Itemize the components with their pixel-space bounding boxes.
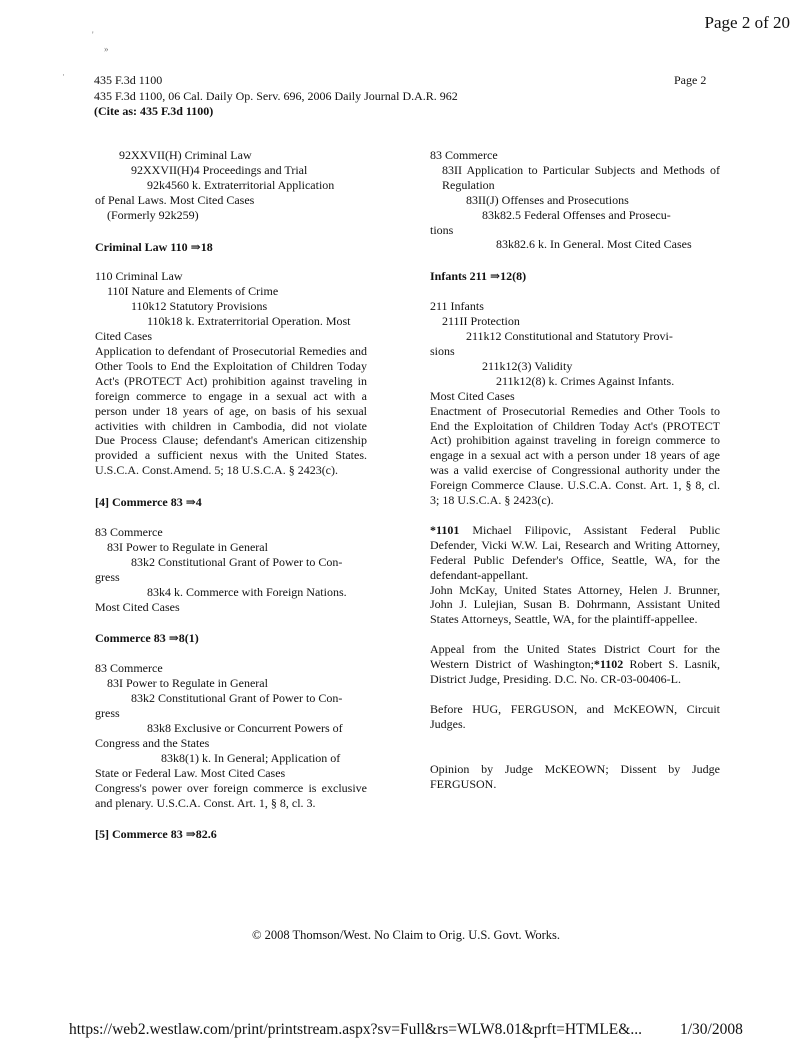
headnote-text: Enactment of Prosecutorial Remedies and Other Tools to End the Exploitation of Children Today Act's (PROTECT Act) prohibition against traveling in foreign commerce to engage in a sexual act with a person under 18 years of age was a valid exercise of Congressional authority under the Foreign Commerce Clause. U.S.C.A. Const. Art. 1, § 8, cl. 3; 18 U.S.C.A. § 2423(c). [430,403,720,508]
opinion-attribution: Opinion by Judge McKEOWN; Dissent by Judge FERGUSON. [430,761,720,791]
cite-as: (Cite as: 435 F.3d 1100) [94,104,214,118]
scan-speck: » [104,44,109,54]
keynote-line: (Formerly 92k259) [107,207,199,222]
scan-speck: · [62,70,65,80]
keynote-line: of Penal Laws. Most Cited Cases [95,192,255,207]
keynote-line: Cited Cases [95,329,152,344]
keynote-line: 83I Power to Regulate in General [107,539,268,554]
keynote-line: 211k12(8) k. Crimes Against Infants. [496,373,675,388]
appeal-info: Appeal from the United States District Court for the Western District of Washington;*1102 Robert S. Lasnik, District Judge, Presiding. D.C. No. CR-03-00406-L. [430,642,720,687]
keynote-line: 211II Protection [442,314,520,329]
keynote-line: 83 Commerce [95,525,163,540]
star-page-marker: *1102 [593,657,624,672]
keynote-line: Congress and the States [95,735,210,750]
keynote-line: 83II(J) Offenses and Prosecutions [466,192,629,207]
keynote-line: 92k4560 k. Extraterritorial Application [147,177,335,192]
headnote-heading[interactable]: Criminal Law 110 ⇒18 [95,239,213,254]
parallel-citations: 435 F.3d 1100, 06 Cal. Daily Op. Serv. 696, 2006 Daily Journal D.A.R. 962 [94,88,458,103]
headnote-heading[interactable]: Commerce 83 ⇒8(1) [95,631,199,646]
keynote-line: 211 Infants [430,299,484,314]
keynote-line: tions [430,222,454,237]
star-page-marker: *1101 [430,522,460,537]
keynote-line: 83k2 Constitutional Grant of Power to Con- [131,554,343,569]
keynote-line: 110k12 Statutory Provisions [131,299,268,314]
keynote-line: 110k18 k. Extraterritorial Operation. Most [147,314,351,329]
headnote-heading[interactable]: [4] Commerce 83 ⇒4 [95,495,202,510]
panel-judges: Before HUG, FERGUSON, and McKEOWN, Circuit Judges. [430,702,720,731]
keynote-line: 92XXVII(H) Criminal Law [119,148,252,162]
scan-speck: ' [92,30,94,40]
copyright-notice: © 2008 Thomson/West. No Claim to Orig. U.S. Govt. Works. [251,928,561,942]
keynote-line: 92XXVII(H)4 Proceedings and Trial [131,162,308,177]
right-column [430,148,720,792]
headnote-heading[interactable]: Infants 211 ⇒12(8) [430,269,527,284]
keynote-line: 83k82.6 k. In General. Most Cited Cases [496,237,692,252]
keynote-line: 83k8(1) k. In General; Application of [161,750,341,765]
left-column [95,148,367,857]
keynote-line: 83II Application to Particular Subjects and Methods of Regulation [442,162,720,192]
keynote-line: 110I Nature and Elements of Crime [107,284,279,299]
keynote-line: State or Federal Law. Most Cited Cases [95,765,286,780]
counsel-plaintiff: John McKay, United States Attorney, Helen J. Brunner, John J. Lulejian, Susan B. Dohrmann, Assistant United States Attorneys, Seattle, WA, for the plaintiff-appellee. [430,582,720,627]
keynote-line: 211k12 Constitutional and Statutory Provi- [466,329,673,344]
print-url: https://web2.westlaw.com/print/printstream.aspx?sv=Full&rs=WLW8.01&prft=HTMLE&... [69,1021,642,1038]
keynote-line: 83 Commerce [95,661,163,676]
keynote-line: 211k12(3) Validity [482,358,573,373]
counsel-defendant: *1101 Michael Filipovic, Assistant Federal Public Defender, Vicki W.W. Lai, Research and Writing Attorney, Federal Public Defender's Office, Seattle, WA, for the defendant-appellant. [430,522,720,582]
keynote-line: 83k82.5 Federal Offenses and Prosecu- [482,207,671,222]
keynote-line: gress [95,569,120,584]
reporter-citation: 435 F.3d 1100 [94,73,163,87]
headnote-text: Application to defendant of Prosecutorial Remedies and Other Tools to End the Exploitation of Children Today Act's (PROTECT Act) prohibition against traveling in foreign commerce to engage in a sexual act with a person under 18 years of age, on basis of his sexual activities with children in Cambodia, did not violate Due Process Clause; defendant's American citizenship provided a sufficient nexus with the United States. U.S.C.A. Const.Amend. 5; 18 U.S.C.A. § 2423(c). [95,343,367,478]
keynote-line: 83k8 Exclusive or Concurrent Powers of [147,721,343,735]
citation-header [94,73,458,120]
keynote-line: 83k4 k. Commerce with Foreign Nations. [147,584,347,599]
page-number-label: Page 2 of 20 [704,13,790,32]
print-date: 1/30/2008 [680,1021,743,1038]
keynote-line: gress [95,706,120,721]
keynote-line: 110 Criminal Law [95,269,183,284]
page-label-right: Page 2 [674,73,707,87]
keynote-line: sions [430,343,455,358]
keynote-line: Most Cited Cases [95,599,180,614]
keynote-line: Most Cited Cases [430,388,515,403]
keynote-line: 83k2 Constitutional Grant of Power to Con- [131,691,343,706]
keynote-line: 83 Commerce [430,148,498,162]
headnote-text: Congress's power over foreign commerce is exclusive and plenary. U.S.C.A. Const. Art. 1, § 8, cl. 3. [95,780,367,810]
keynote-line: 83I Power to Regulate in General [107,676,268,691]
headnote-heading[interactable]: [5] Commerce 83 ⇒82.6 [95,827,217,842]
